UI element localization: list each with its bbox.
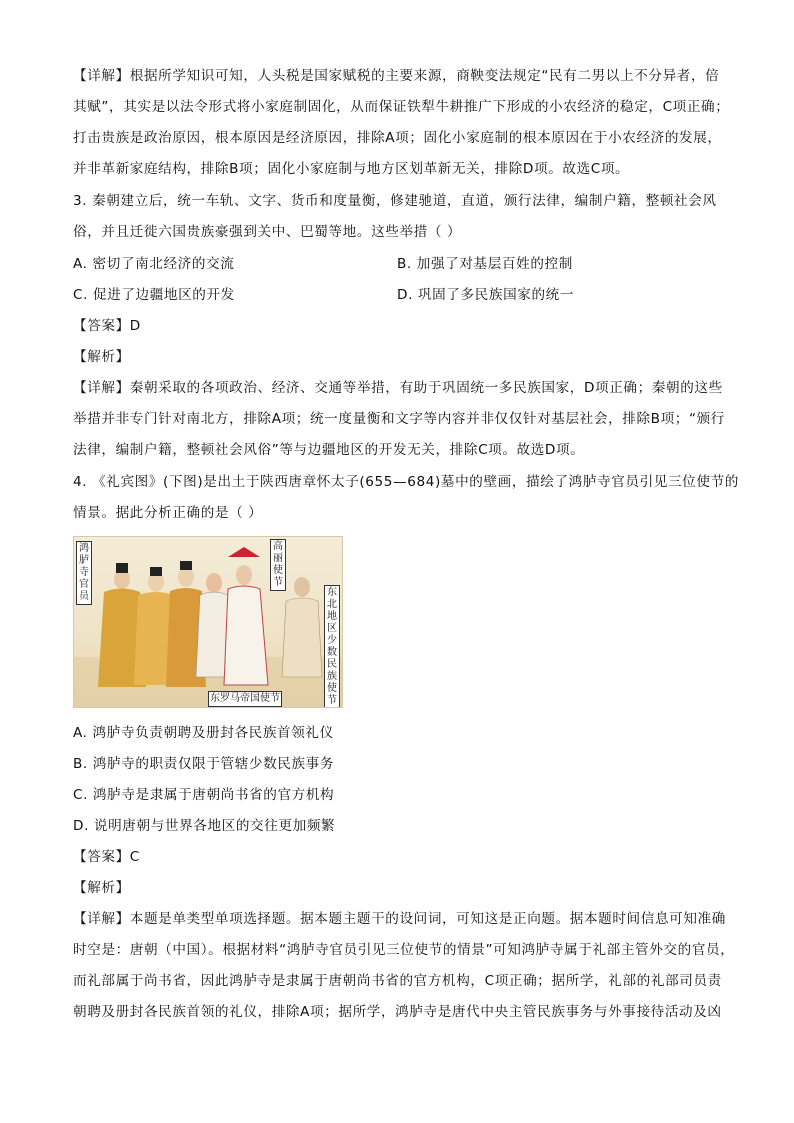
- q4-option-b: B. 鸿胪寺的职责仅限于管辖少数民族事务: [73, 756, 335, 772]
- label-goryeo-envoy: 高丽使节: [270, 539, 286, 591]
- q4-option-c: C. 鸿胪寺是隶属于唐朝尚书省的官方机构: [73, 787, 335, 803]
- q3-option-d: D. 巩固了多民族国家的统一: [397, 287, 575, 303]
- label-roman-envoy: 东罗马帝国使节: [208, 691, 282, 707]
- q4-detail-line: 朝聘及册封各民族首领的礼仪，排除A项；据所学，鸿胪寺是唐代中央主管民族事务与外事接待活动及凶: [73, 1004, 722, 1020]
- q4-option-a: A. 鸿胪寺负责朝聘及册封各民族首领礼仪: [73, 725, 334, 741]
- q3-detail-line: 【详解】秦朝采取的各项政治、经济、交通等举措，有助于巩固统一多民族国家，D项正确；秦朝的这些: [73, 380, 723, 396]
- q3-detail-line: 法律，编制户籍，整顿社会风俗”等与边疆地区的开发无关，排除C项。故选D项。: [73, 442, 585, 458]
- label-northeast-envoy: 东北地区少数民族使节: [324, 585, 340, 708]
- question-3-stem: 3. 秦朝建立后，统一车轨、文字、货币和度量衡，修建驰道，直道，颁行法律，编制户籍，整顿社会风: [73, 193, 717, 209]
- label-honglu-officials: 鸿胪寺官员: [76, 541, 92, 605]
- mural-figure: [73, 536, 343, 708]
- question-4-stem: 情景。据此分析正确的是（ ）: [73, 505, 263, 521]
- question-4-stem: 4. 《礼宾图》(下图)是出土于陕西唐章怀太子(655—684)墓中的壁画，描绘了鸿胪寺官员引见三位使节的: [73, 474, 739, 490]
- q4-answer: 【答案】C: [73, 849, 140, 865]
- q3-option-b: B. 加强了对基层百姓的控制: [397, 256, 573, 272]
- q3-detail-line: 举措并非专门针对南北方，排除A项；统一度量衡和文字等内容并非仅仅针对基层社会，排除B项；“颁行: [73, 411, 725, 427]
- q3-option-c: C. 促进了边疆地区的开发: [73, 287, 235, 303]
- q3-option-a: A. 密切了南北经济的交流: [73, 256, 235, 272]
- q3-analysis-label: 【解析】: [73, 349, 130, 365]
- q4-option-d: D. 说明唐朝与世界各地区的交往更加频繁: [73, 818, 336, 834]
- mural-illustration: [74, 537, 342, 707]
- text-line: 并非革新家庭结构，排除B项；固化小家庭制与地方区划革新无关，排除D项。故选C项。: [73, 161, 630, 177]
- q4-detail-line: 【详解】本题是单类型单项选择题。据本题主题干的设问词，可知这是正向题。据本题时间信息可知准确: [73, 911, 726, 927]
- question-3-stem: 俗，并且迁徙六国贵族豪强到关中、巴蜀等地。这些举措（ ）: [73, 224, 462, 240]
- text-line: 其赋”，其实是以法令形式将小家庭制固化，从而保证铁犁牛耕推广下形成的小农经济的稳定，C项正确；: [73, 99, 730, 115]
- q4-detail-line: 时空是：唐朝（中国）。根据材料“鸿胪寺官员引见三位使节的情景”可知鸿胪寺属于礼部主管外交的官员，: [73, 942, 735, 958]
- q4-detail-line: 而礼部属于尚书省，因此鸿胪寺是隶属于唐朝尚书省的官方机构，C项正确；据所学，礼部的礼部司员责: [73, 973, 722, 989]
- text-line: 【详解】根据所学知识可知，人头税是国家赋税的主要来源，商鞅变法规定“民有二男以上不分异者，倍: [73, 68, 720, 84]
- q4-analysis-label: 【解析】: [73, 880, 130, 896]
- text-line: 打击贵族是政治原因，根本原因是经济原因，排除A项；固化小家庭制的根本原因在于小农经济的发展，: [73, 130, 722, 146]
- q3-answer: 【答案】D: [73, 318, 141, 334]
